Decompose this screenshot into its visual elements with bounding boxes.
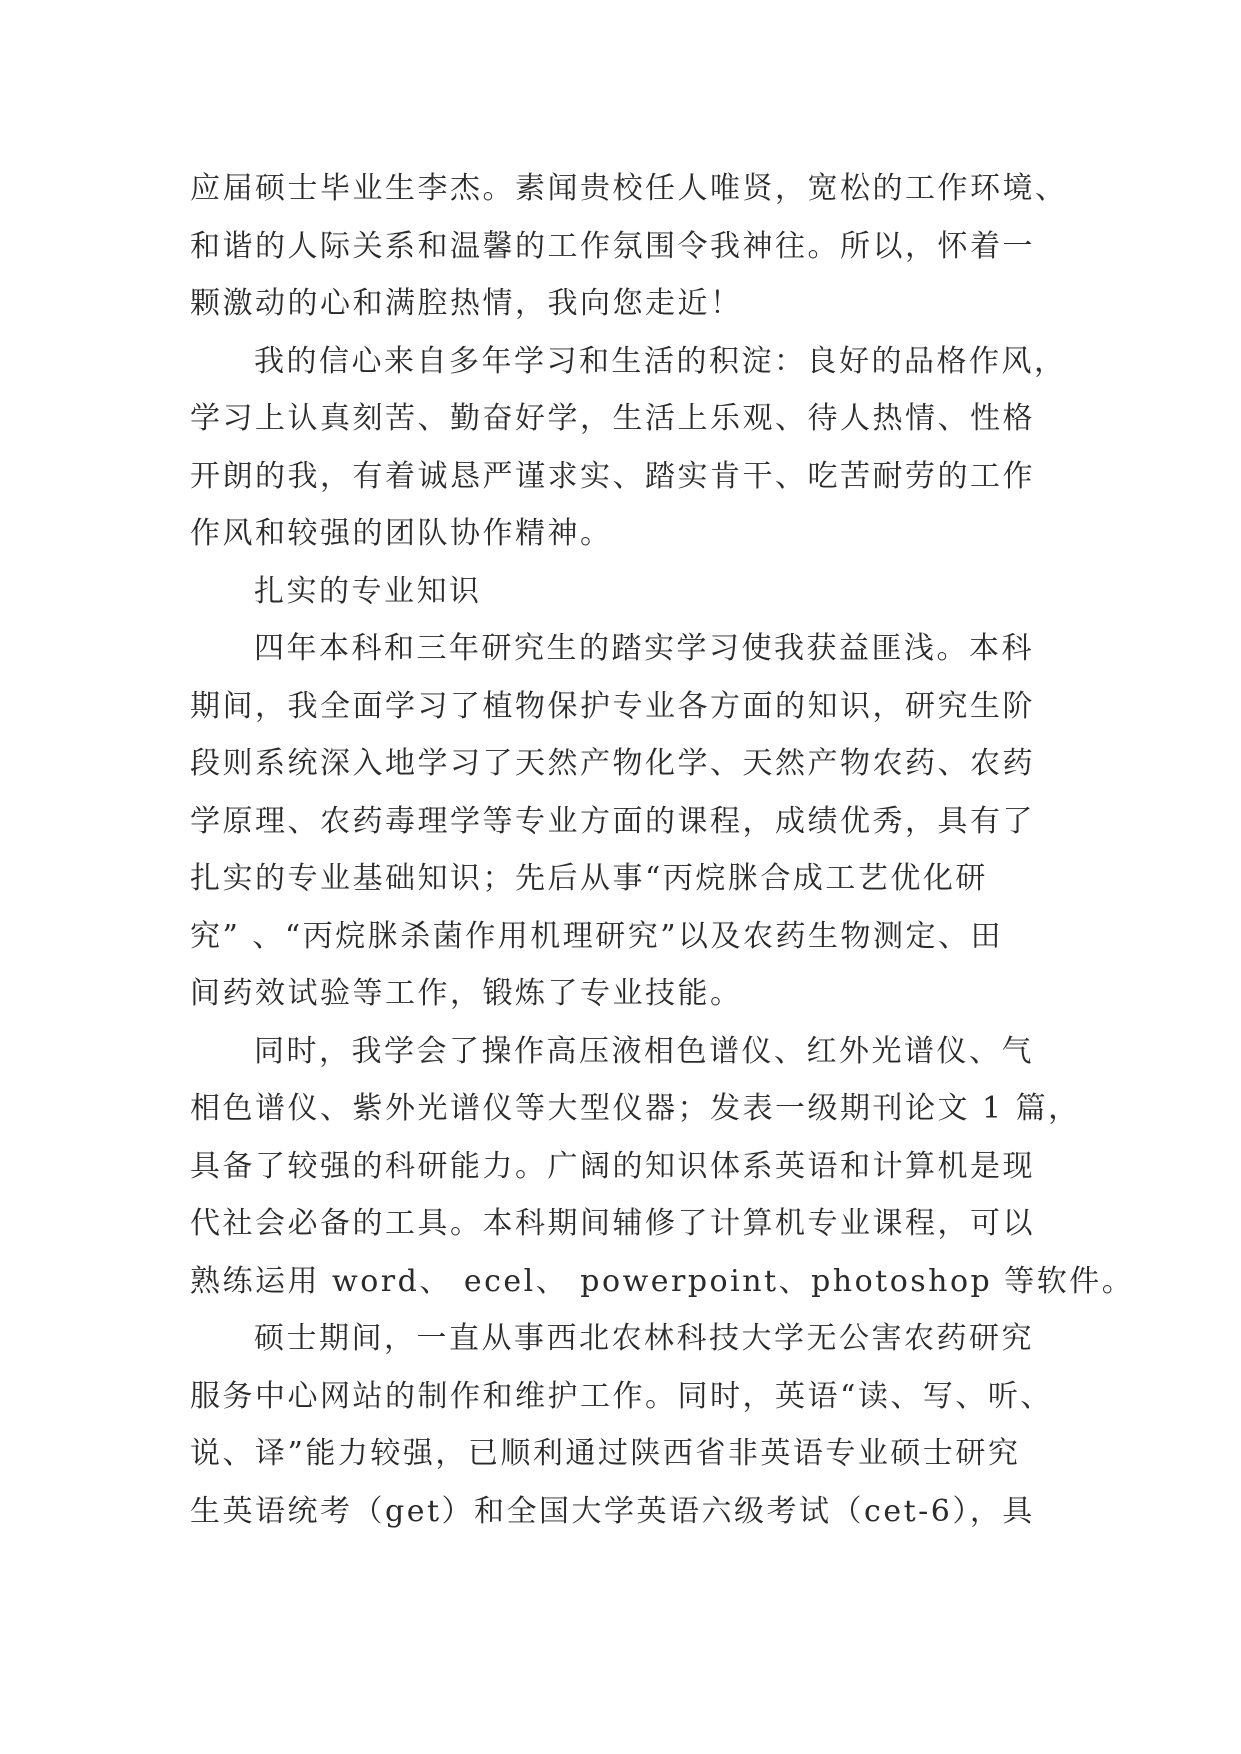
text-line: 服务中心网站的制作和维护工作。同时，英语“读、写、听、	[190, 1378, 1053, 1414]
paragraph-introduction	[190, 160, 1070, 333]
text-line: 学原理、农药毒理学等专业方面的课程，成绩优秀，具有了	[190, 803, 1035, 839]
text-line: 学习上认真刻苦、勤奋好学，生活上乐观、待人热情、性格	[190, 401, 1035, 436]
paragraph-skills	[190, 1023, 1135, 1311]
text-line: 间药效试验等工作，锻炼了专业技能。	[190, 976, 743, 1011]
text-line: 我的信心来自多年学习和生活的积淀：良好的品格作风，	[254, 343, 1067, 379]
text-line: 作风和较强的团队协作精神。	[190, 516, 613, 551]
text-line: 期间，我全面学习了植物保护专业各方面的知识，研究生阶	[190, 688, 1035, 724]
text-line: 扎实的专业基础知识；先后从事“丙烷脒合成工艺优化研	[190, 861, 988, 896]
text-line: 和谐的人际关系和温馨的工作氛围令我神往。所以，怀着一	[190, 228, 1035, 264]
text-line: 四年本科和三年研究生的踏实学习使我获益匪浅。本科	[254, 631, 1034, 666]
text-line: 代社会必备的工具。本科期间辅修了计算机专业课程，可以	[190, 1206, 1035, 1241]
text-line: 硕士期间，一直从事西北农林科技大学无公害农药研究	[254, 1321, 1034, 1356]
paragraph-confidence	[190, 333, 1070, 563]
text-line: 究” 、“丙烷脒杀菌作用机理研究”以及农药生物测定、田	[190, 918, 1004, 954]
paragraph-masters	[190, 1310, 1070, 1540]
text-line: 颗激动的心和满腔热情，我向您走近！	[190, 286, 743, 321]
section-heading-text: 扎实的专业知识	[254, 573, 482, 609]
text-line: 同时，我学会了操作高压液相色谱仪、红外光谱仪、气	[254, 1033, 1034, 1069]
text-line: 应届硕士毕业生李杰。素闻贵校任人唯贤，宽松的工作环境、	[190, 171, 1068, 206]
text-line: 熟练运用 word、 ecel、 powerpoint、photoshop 等软件。	[190, 1263, 1135, 1299]
document-body	[190, 160, 1135, 1540]
paragraph-education	[190, 620, 1070, 1023]
section-heading	[190, 563, 1070, 621]
text-line: 相色谱仪、紫外光谱仪等大型仪器；发表一级期刊论文 1 篇，	[190, 1091, 1081, 1126]
text-line: 具备了较强的科研能力。广阔的知识体系英语和计算机是现	[190, 1148, 1035, 1184]
text-line: 开朗的我，有着诚恳严谨求实、踏实肯干、吃苦耐劳的工作	[190, 458, 1035, 494]
text-line: 生英语统考（get）和全国大学英语六级考试（cet-6），具	[190, 1493, 1035, 1529]
text-line: 说、译”能力较强，已顺利通过陕西省非英语专业硕士研究	[190, 1436, 1021, 1471]
text-line: 段则系统深入地学习了天然产物化学、天然产物农药、农药	[190, 746, 1035, 781]
